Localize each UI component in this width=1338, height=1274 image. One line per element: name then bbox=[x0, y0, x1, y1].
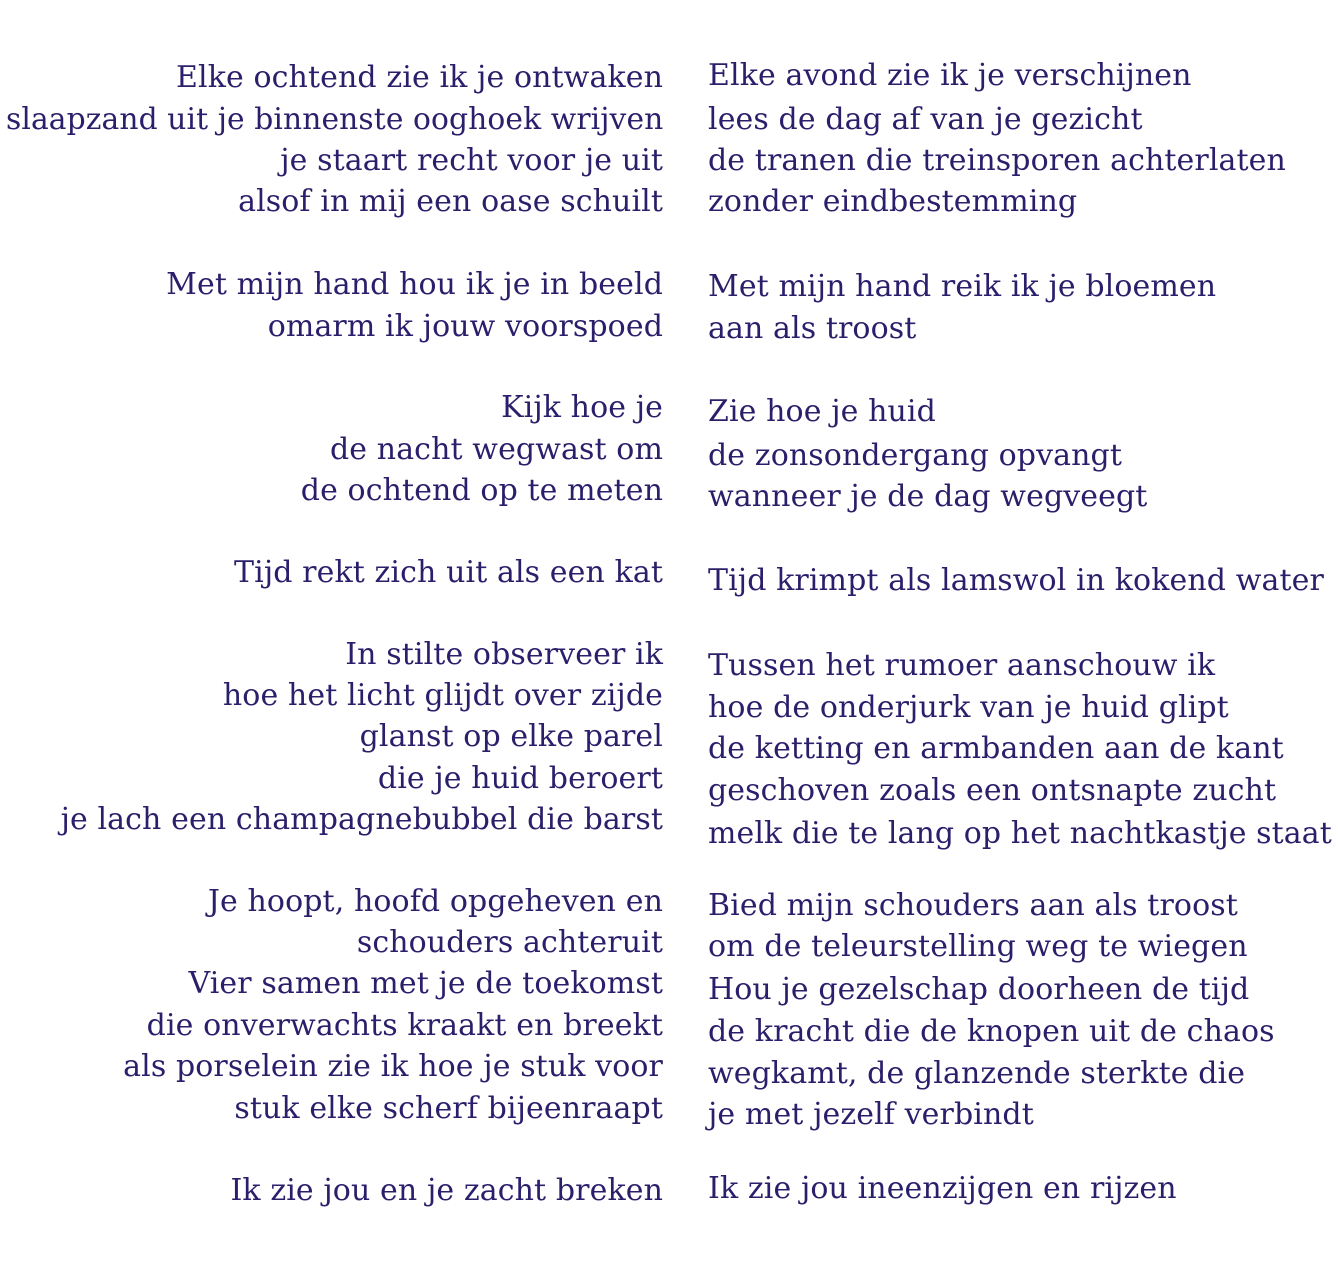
poem-line: stuk elke scherf bijeenraapt bbox=[234, 1091, 663, 1126]
poem-line: je staart recht voor je uit bbox=[280, 143, 663, 178]
poem-line: Tijd rekt zich uit als een kat bbox=[234, 555, 663, 590]
poem-line: omarm ik jouw voorspoed bbox=[267, 309, 663, 344]
poem-line: Met mijn hand hou ik je in beeld bbox=[166, 267, 663, 302]
poem-line: Tussen het rumoer aanschouw ik bbox=[708, 648, 1216, 683]
poem-line: aan als troost bbox=[708, 311, 917, 346]
poem-line: de tranen die treinsporen achterlaten bbox=[708, 143, 1286, 178]
poem-line: wanneer je de dag wegveegt bbox=[708, 479, 1148, 514]
poem-line: wegkamt, de glanzende sterkte die bbox=[708, 1056, 1246, 1091]
poem-line: hoe de onderjurk van je huid glipt bbox=[708, 690, 1229, 725]
poem-line: slaapzand uit je binnenste ooghoek wrijven bbox=[5, 102, 663, 137]
poem-line: schouders achteruit bbox=[356, 925, 663, 960]
poem-line: Elke avond zie ik je verschijnen bbox=[708, 58, 1192, 93]
poem-line: Je hoopt, hoofd opgeheven en bbox=[207, 884, 663, 919]
poem-line: je lach een champagnebubbel die barst bbox=[60, 802, 663, 837]
poem-line: de ketting en armbanden aan de kant bbox=[708, 731, 1284, 766]
poem-line: alsof in mij een oase schuilt bbox=[238, 184, 663, 219]
poem-line: die je huid beroert bbox=[377, 761, 663, 796]
poem-line: de ochtend op te meten bbox=[300, 473, 663, 508]
poem-line: als porselein zie ik hoe je stuk voor bbox=[123, 1049, 663, 1084]
poem-line: Tijd krimpt als lamswol in kokend water bbox=[708, 563, 1324, 598]
poem-line: Vier samen met je de toekomst bbox=[188, 966, 663, 1001]
poem-line: om de teleurstelling weg te wiegen bbox=[708, 929, 1248, 964]
poem-line: zonder eindbestemming bbox=[708, 184, 1078, 219]
poem-line: de kracht die de knopen uit de chaos bbox=[708, 1014, 1275, 1049]
poem-line: In stilte observeer ik bbox=[345, 637, 663, 672]
poem-line: die onverwachts kraakt en breekt bbox=[146, 1008, 663, 1043]
poem-line: Hou je gezelschap doorheen de tijd bbox=[708, 972, 1250, 1007]
poem-line: Zie hoe je huid bbox=[708, 394, 936, 429]
poem-line: Bied mijn schouders aan als troost bbox=[708, 888, 1238, 923]
poem-line: je met jezelf verbindt bbox=[708, 1097, 1034, 1132]
poem-line: Elke ochtend zie ik je ontwaken bbox=[176, 60, 663, 95]
poem-line: lees de dag af van je gezicht bbox=[708, 102, 1143, 137]
poem-line: de zonsondergang opvangt bbox=[708, 438, 1122, 473]
poem-line: hoe het licht glijdt over zijde bbox=[222, 678, 663, 713]
poem-line: Ik zie jou en je zacht breken bbox=[230, 1173, 663, 1208]
poem-line: de nacht wegwast om bbox=[329, 432, 663, 467]
poem-line: Ik zie jou ineenzijgen en rijzen bbox=[708, 1171, 1177, 1206]
poem-line: Kijk hoe je bbox=[501, 390, 663, 425]
poem-line: geschoven zoals een ontsnapte zucht bbox=[708, 773, 1277, 808]
poem-line: Met mijn hand reik ik je bloemen bbox=[708, 269, 1217, 304]
poem-line: melk die te lang op het nachtkastje staat bbox=[708, 816, 1332, 851]
poem-line: glanst op elke parel bbox=[359, 719, 663, 754]
